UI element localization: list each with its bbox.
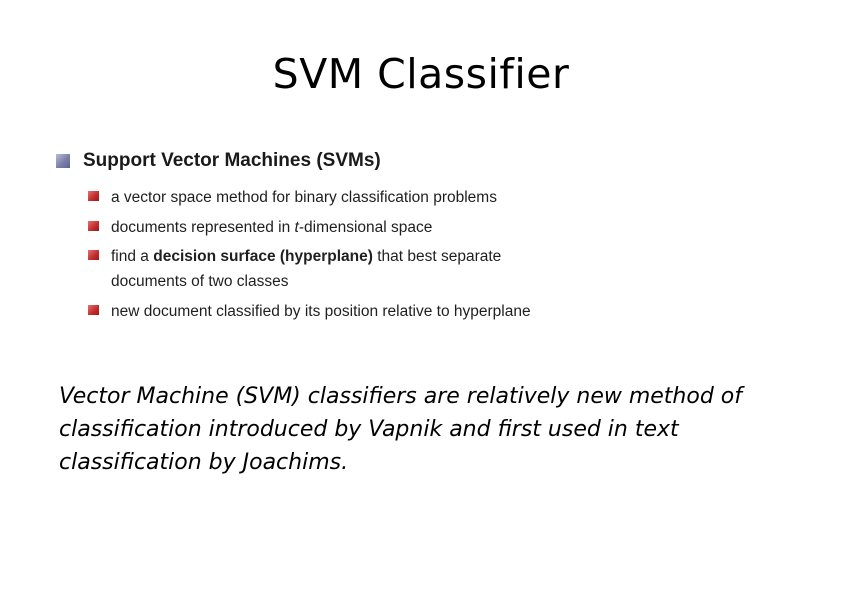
- caption-paragraph: [59, 380, 799, 479]
- square-bullet-icon: [88, 305, 99, 315]
- list-item-text: new document classified by its position relative to hyperplane: [111, 303, 531, 320]
- list-item-text: find a decision surface (hyperplane) that best separate documents of two classes: [111, 248, 502, 290]
- caption-line: classification introduced by Vapnik and first used in text: [59, 417, 679, 442]
- list-item: [88, 299, 531, 324]
- square-bullet-icon: [88, 250, 99, 260]
- list-item-text: documents represented in t-dimensional space: [111, 219, 433, 236]
- list-item-text: a vector space method for binary classification problems: [111, 189, 497, 206]
- square-bullet-icon: [88, 221, 99, 231]
- list-item: [88, 244, 501, 294]
- list-item: [88, 185, 497, 210]
- caption-line: Vector Machine (SVM) classifiers are relatively new method of: [59, 384, 742, 409]
- caption-line: classification by Joachims.: [59, 450, 349, 475]
- embedded-bullet-figure: [50, 145, 650, 335]
- square-bullet-icon: [88, 191, 99, 201]
- slide-title: SVM Classifier: [272, 50, 570, 98]
- bullet-heading-row: [56, 150, 381, 172]
- bullet-heading: Support Vector Machines (SVMs): [83, 150, 381, 171]
- square-bullet-icon: [56, 154, 70, 168]
- list-item: [88, 215, 432, 240]
